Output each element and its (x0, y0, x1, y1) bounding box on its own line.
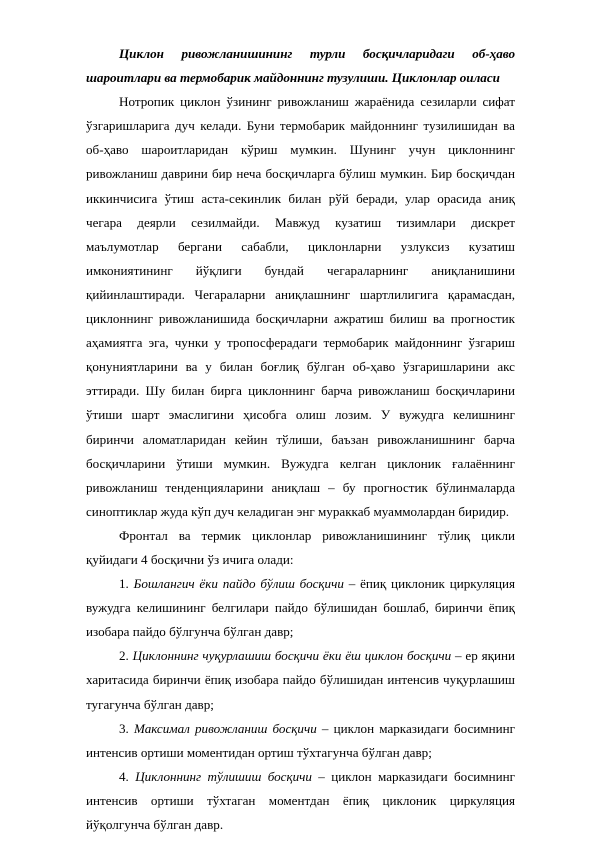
stage-number: 1. (119, 576, 134, 592)
stage-number: 3. (119, 720, 134, 736)
stage-description: – ер яқини харитасида биринчи ёпиқ изобара пайдо бўлишидан интенсив чуқурлашиш тугагунча бўлган давр; (86, 648, 515, 712)
stage-description: – циклон марказидаги босимнинг интенсив ортиши моментидан ортиш тўхтагунча бўлган давр; (86, 720, 516, 760)
stage-name: Циклоннинг чуқурлашиш босқичи ёки ёш циклон босқичи (132, 648, 452, 664)
stage-name: Максимал ривожланиш босқичи (133, 720, 317, 736)
stage-item-4 (86, 765, 515, 837)
stage-description: – циклон марказидаги босимнинг интенсив ортиши тўхтаган моментдан ёпиқ циклоник циркуляция йўқолгунча бўлган давр. (86, 768, 515, 832)
section-heading-line-2: шароитлари ва термобарик майдоннинг тузулиши. Циклонлар оиласи (86, 70, 500, 86)
stage-item-2 (86, 644, 515, 716)
body-paragraph-stages-intro: Фронтал ва термик циклонлар ривожланишининг тўлиқ цикли қуйидаги 4 босқични ўз ичига олади: (86, 527, 515, 567)
body-paragraph-cyclone-development: Нотропик циклон ўзининг ривожланиш жараёнида сезиларли сифат ўзгаришларига дуч келади. Буни термобарик майдоннинг тузилишидан ва об-ҳаво шароитларидан кўриш мумкин. Шунинг учун циклоннинг ривожланиш даврини бир неча босқичларга бўлиш мумкин. Бир босқичдан иккинчисига ўтиш аста-секинлик билан рўй беради, улар орасида аниқ чегара деярли сезилмайди. Мавжуд кузатиш тизимлари дискрет маълумотлар бергани сабабли, циклонларни узлуксиз кузатиш имкониятининг йўқлиги бундай чегараларнинг аниқланишини қийинлаштиради. Чегараларни аниқлашнинг шартлилигига қарамасдан, циклоннинг ривожланишида босқичларни ажратиш билиш ва прогностик аҳамиятга эга, чунки у тропосферадаги термобарик майдоннинг ўзгариш қонуниятларини ва у билан боғлиқ бўлган об-ҳаво ўзгаришларини акс эттиради. Шу билан бирга циклоннинг барча ривожланиш босқичларини ўтиши шарт эмаслигини ҳисобга олиш лозим. У вужудга келишнинг биринчи аломатларидан кейин тўлиши, баъзан ривожланишнинг барча босқичларини ўтиши мумкин. Вужудга келган циклоник ғалаённинг ривожланиш тенденцияларини аниқлаш – бу прогностик бўлинмаларда синоптиклар жуда кўп дуч келадиган энг мураккаб муаммолардан биридир. (86, 94, 515, 519)
document-page (86, 42, 515, 837)
stage-name: Циклоннинг тўлишиш босқичи (135, 768, 312, 784)
stage-number: 2. (119, 648, 133, 664)
stage-name: Бошлангич ёки пайдо бўлиш босқичи (133, 576, 344, 592)
stage-number: 4. (119, 768, 136, 784)
stage-item-3 (86, 717, 515, 765)
section-heading-line-1: Циклон ривожланишининг турли босқичларидаги об-ҳаво (119, 46, 515, 61)
stage-item-1 (86, 572, 515, 644)
stage-description: – ёпиқ циклоник циркуляция вужудга келишининг белгилари пайдо бўлишидан бошлаб, биринчи ёпиқ изобара пайдо бўлгунча бўлган давр; (86, 576, 516, 640)
